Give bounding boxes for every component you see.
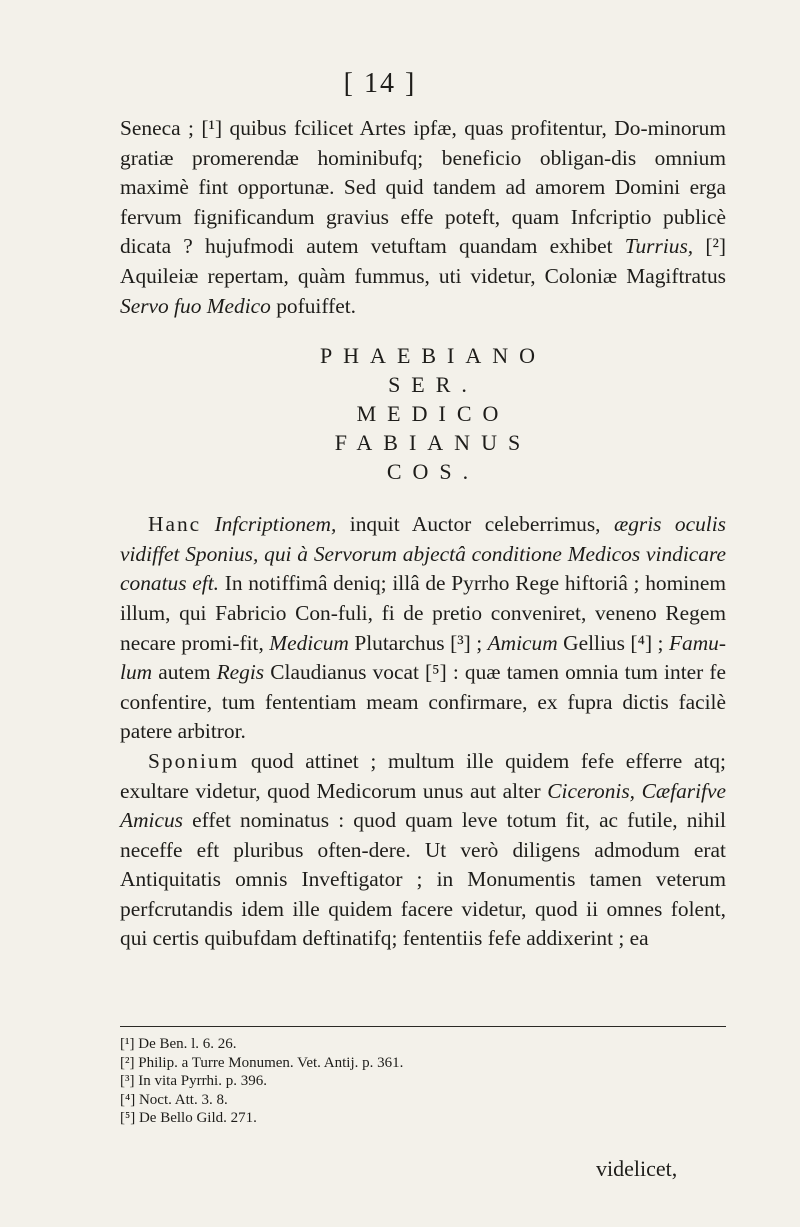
footnote: [³] In vita Pyrrhi. p. 396.: [120, 1073, 267, 1090]
footnote: [¹] De Ben. l. 6. 26.: [120, 1036, 237, 1052]
inscription-line: PHAEBIANO: [319, 343, 547, 369]
footnotes: [120, 1035, 726, 1128]
main-text: [120, 114, 726, 954]
footnote-rule: [120, 1026, 726, 1027]
inscription-line: SER.: [388, 372, 478, 398]
paragraph-1: Seneca ; [¹] quibus fcilicet Artes ipfæ, quas profitentur, Do-minorum gratiæ promerendæ hominibufq; beneficio obligan-dis omnium maximè fint opportunæ. Sed quid tandem ad amorem Domini erga fervum fignificandum gravius effe poteft, quam Infcriptio publicè dicata ? hujufmodi autem vetuftam quandam exhibet Turrius, [²] Aquileiæ repertam, quàm fummus, uti videtur, Coloniæ Magiftratus Servo fuo Medico pofuiffet.: [120, 116, 727, 318]
inscription-line: MEDICO: [356, 401, 510, 427]
inscription: [120, 341, 726, 486]
inscription-line: COS.: [386, 459, 480, 485]
paragraph-2: Hanc Infcriptionem, inquit Auctor celeberrimus, ægris oculis vidiffet Sponius, qui à Servorum abjectâ conditione Medicos vindicare conatus eft. In notiffimâ deniq; illâ de Pyrrho Rege hiftoriâ ; hominem illum, qui Fabricio Con-fuli, fi de pretio conveniret, veneno Regem necare promi-fit, Medicum Plutarchus [³] ; Amicum Gellius [⁴] ; Famu-lum autem Regis Claudianus vocat [⁵] : quæ tamen omnia tum inter fe confentire, tum fententiam meam confirmare, ex fupra dictis facilè patere arbitror.: [120, 512, 726, 744]
catchword: videlicet,: [596, 1156, 678, 1181]
inscription-line: FABIANUS: [334, 430, 532, 456]
page-number: [ 14 ]: [343, 68, 417, 99]
footnote: [⁴] Noct. Att. 3. 8.: [120, 1091, 228, 1108]
paragraph-3: Sponium quod attinet ; multum ille quidem fefe efferre atq; exultare videtur, quod Medicorum unus aut alter Ciceronis, Cæfarifve Amicus effet nominatus : quod quam leve totum fit, ac futile, nihil neceffe eft pluribus often-dere. Ut verò diligens admodum erat Antiquitatis omnis Inveftigator ; in Monumentis tamen veterum perfcrutandis idem ille quidem facere videtur, quod ii omnes folent, qui certis quibufdam deftinatifq; fententiis fefe addixerint ; ea: [120, 748, 726, 951]
footnote: [⁵] De Bello Gild. 271.: [120, 1110, 257, 1127]
footnote: [²] Philip. a Turre Monumen. Vet. Antij. p. 361.: [120, 1054, 404, 1071]
